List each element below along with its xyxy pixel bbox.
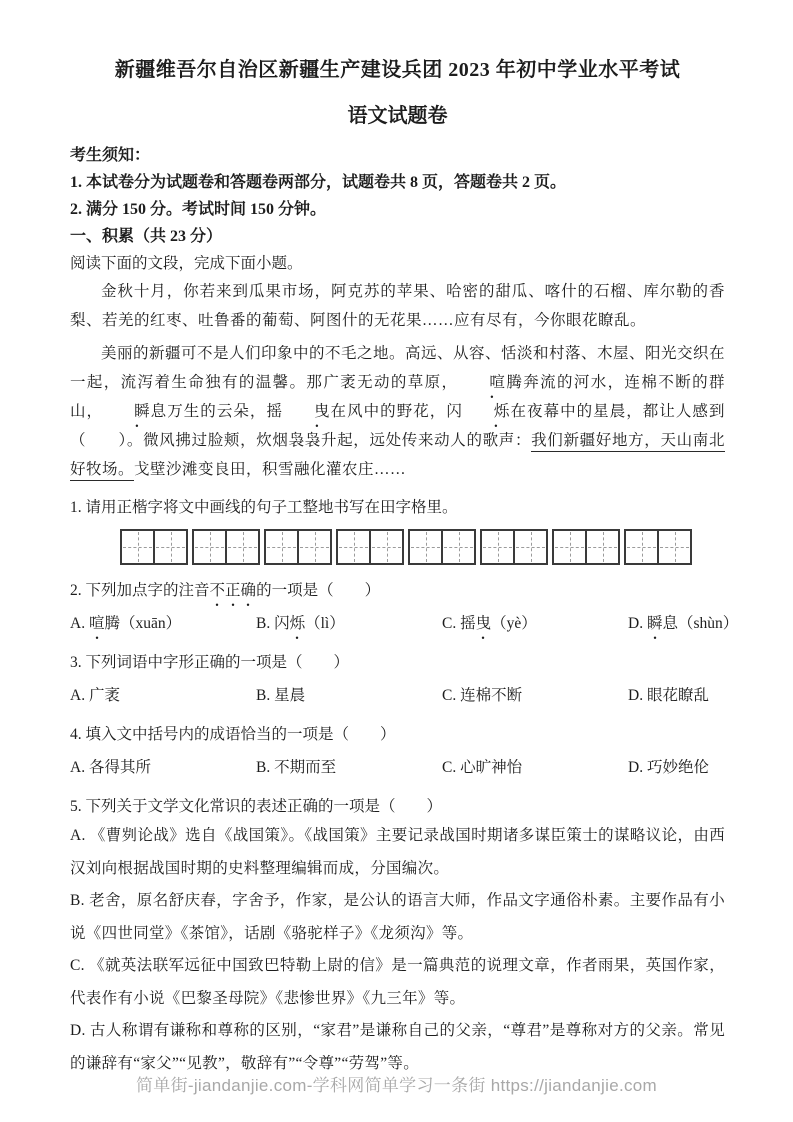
question-4-option-a: A. 各得其所	[70, 759, 151, 776]
candidate-notice	[70, 142, 725, 223]
text-segment: 美丽的新疆可不是人们印象中的不毛之地。高远、从容、恬淡和村落、木屋、阳光交织在一起，流泻着生命独有的温馨。那广袤无动的草原，	[70, 345, 726, 391]
tianzige-cell	[266, 531, 297, 563]
tianzige-cell	[513, 531, 546, 563]
watermark-footer: 简单街-jiandanjie.com-学科网简单学习一条街 https://jiandanjie.com	[135, 1076, 658, 1095]
emphasis-dotted-char: 确	[240, 582, 257, 599]
text-segment: 的一项是（ ）	[256, 582, 381, 599]
notice-heading: 考生须知：	[70, 147, 151, 164]
text-segment: 在夜幕中的星晨，都让人感到（ ）。微风拂过脸颊，炊烟袅袅升起，远处传来动人的歌声：	[70, 403, 725, 449]
tianzige-group	[552, 529, 620, 565]
question-3-stem: 3. 下列词语中字形正确的一项是（ ）	[70, 654, 350, 671]
tianzige-group	[336, 529, 404, 565]
question-1-stem: 1. 请用正楷字将文中画线的句子工整地书写在田字格里。	[70, 499, 458, 516]
question-4-option-b: B. 不期而至	[256, 759, 337, 776]
text-segment: 在风中的野花，闪	[330, 403, 463, 420]
question-5-stem: 5. 下列关于文学文化常识的表述正确的一项是（ ）	[70, 798, 443, 815]
tianzige-writing-grid	[120, 529, 725, 565]
emphasis-dotted-char: 曳	[314, 403, 331, 420]
tianzige-group	[264, 529, 332, 565]
notice-item-1: 1. 本试卷分为试题卷和答题卷两部分，试题卷共 8 页，答题卷共 2 页。	[70, 174, 567, 191]
text-segment: 腾奔流的河水，连棉不断的群山，	[70, 374, 725, 420]
text-segment: 2. 下列加点字的注音	[70, 582, 210, 599]
text-segment: 腾（xuān）	[104, 615, 182, 632]
tianzige-group	[480, 529, 548, 565]
question-3-option-d: D. 眼花瞭乱	[628, 687, 709, 704]
underlined-sentence: 我们新疆好地方，天山南北好牧场。	[70, 432, 725, 481]
question-4-option-d: D. 巧妙绝伦	[628, 759, 709, 776]
tianzige-cell	[225, 531, 258, 563]
question-2-option-d	[628, 610, 738, 637]
passage-paragraph-1: 金秋十月，你若来到瓜果市场，阿克苏的苹果、哈密的甜瓜、喀什的石榴、库尔勒的香梨、若羌的红枣、吐鲁番的葡萄、阿图什的无花果……应有尽有，今你眼花瞭乱。	[70, 283, 725, 329]
notice-item-2: 2. 满分 150 分。考试时间 150 分钟。	[70, 201, 327, 218]
question-2-option-a	[70, 610, 256, 637]
text-segment: （yè）	[491, 615, 537, 632]
emphasis-dotted-char: 瞬	[646, 615, 663, 632]
question-3-option-a: A. 广袤	[70, 687, 120, 704]
tianzige-group	[120, 529, 188, 565]
tianzige-group	[624, 529, 692, 565]
emphasis-dotted-char: 烁	[493, 403, 510, 420]
reading-passage	[70, 277, 725, 484]
question-5-option-d: D. 古人称谓有谦称和尊称的区别，“家君”是谦称自己的父亲，“尊君”是尊称对方的父亲。常见的谦辞有“家父”“见教”，敬辞有”“令尊”“劳驾”等。	[70, 1022, 725, 1072]
tianzige-cell	[626, 531, 657, 563]
emphasis-dotted-char: 不	[209, 582, 226, 599]
question-5-option-a: A. 《曹刿论战》选自《战国策》。《战国策》主要记录战国时期诸多谋臣策士的谋略议论，由西汉刘向根据战国时期的史料整理编辑而成，分国编次。	[70, 827, 725, 877]
emphasis-dotted-char: 喧	[489, 374, 506, 391]
passage-paragraph-2	[70, 339, 725, 484]
text-segment: D.	[628, 615, 647, 632]
question-4-options	[70, 754, 725, 781]
tianzige-cell	[482, 531, 513, 563]
tianzige-cell	[153, 531, 186, 563]
tianzige-cell	[369, 531, 402, 563]
tianzige-cell	[122, 531, 153, 563]
emphasis-dotted-char: 瞬	[134, 403, 151, 420]
question-3-option-c: C. 连棉不断	[442, 687, 523, 704]
question-2-stem	[70, 577, 725, 604]
emphasis-dotted-char: 喧	[88, 615, 105, 632]
text-segment: B. 闪	[256, 615, 290, 632]
tianzige-cell	[297, 531, 330, 563]
tianzige-cell	[410, 531, 441, 563]
emphasis-dotted-char: 曳	[475, 615, 492, 632]
text-segment: 戈壁沙滩变良田，积雪融化灌农庄……	[134, 461, 407, 478]
page-title: 新疆维吾尔自治区新疆生产建设兵团 2023 年初中学业水平考试	[114, 59, 681, 81]
text-segment: C. 摇	[442, 615, 476, 632]
emphasis-dotted-char: 正	[225, 582, 241, 599]
tianzige-cell	[441, 531, 474, 563]
tianzige-group	[408, 529, 476, 565]
tianzige-cell	[657, 531, 690, 563]
section-1-heading: 一、积累（共 23 分）	[70, 228, 223, 245]
tianzige-cell	[338, 531, 369, 563]
tianzige-cell	[585, 531, 618, 563]
question-5-option-c: C. 《就英法联军远征中国致巴特勒上尉的信》是一篇典范的说理文章，作者雨果，英国作家，代表作有小说《巴黎圣母院》《悲惨世界》《九三年》等。	[70, 957, 725, 1007]
question-2-option-c	[442, 610, 628, 637]
question-3-options	[70, 682, 725, 709]
text-segment: 息（shùn）	[662, 615, 739, 632]
question-4-option-c: C. 心旷神怡	[442, 759, 523, 776]
question-4-stem: 4. 填入文中括号内的成语恰当的一项是（ ）	[70, 726, 396, 743]
question-2-option-b	[256, 610, 442, 637]
question-3-option-b: B. 星晨	[256, 687, 306, 704]
question-5	[70, 793, 725, 1080]
page-subtitle: 语文试题卷	[347, 105, 448, 127]
text-segment: A.	[70, 615, 89, 632]
tianzige-cell	[554, 531, 585, 563]
question-2-options	[70, 610, 739, 637]
question-5-option-b: B. 老舍，原名舒庆春，字舍予，作家，是公认的语言大师，作品文字通俗朴素。主要作品有小说《四世同堂》《茶馆》，话剧《骆驼样子》《龙须沟》等。	[70, 892, 725, 942]
emphasis-dotted-char: 烁	[289, 615, 306, 632]
text-segment: （lì）	[305, 615, 345, 632]
tianzige-group	[192, 529, 260, 565]
reading-instruction: 阅读下面的文段，完成下面小题。	[70, 255, 303, 272]
tianzige-cell	[194, 531, 225, 563]
text-segment: 息万生的云朵，摇	[150, 403, 283, 420]
